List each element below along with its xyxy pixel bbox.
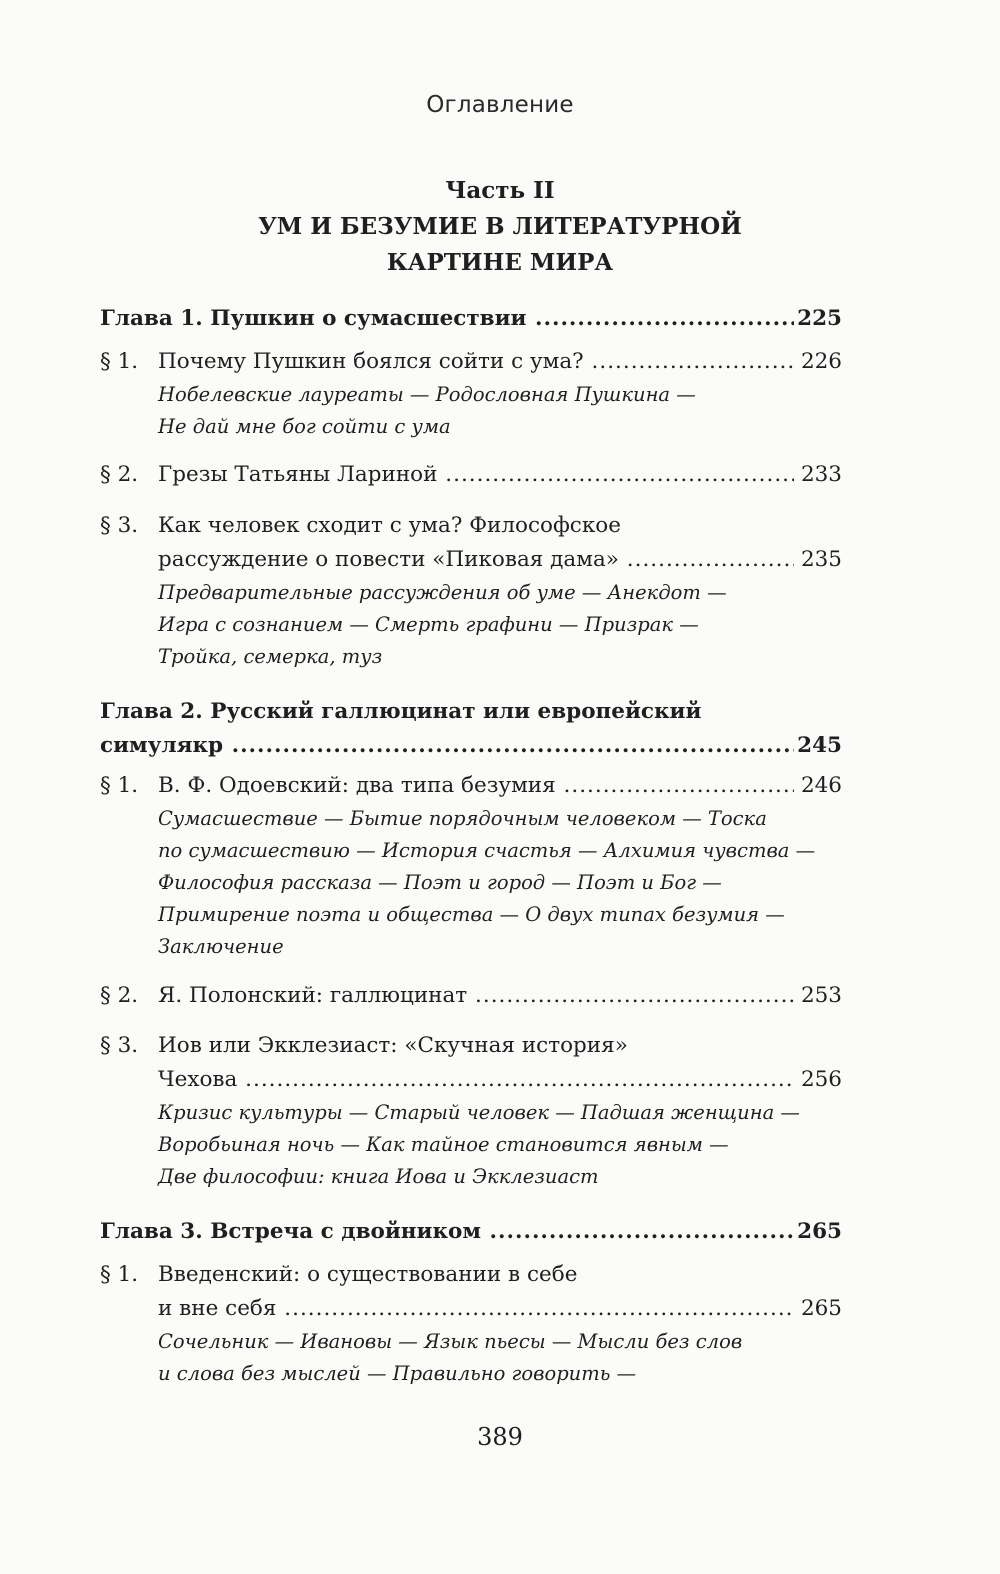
section-number: § 2. [100,983,139,1008]
chapter-1-title: Глава 1. Пушкин о сумасшествии [100,306,527,331]
table-of-contents [100,300,842,1390]
section-page: 235 [794,543,842,577]
chapter-3-section-1 [100,1258,842,1390]
chapter-2-section-2 [100,979,842,1013]
section-topics: Предварительные рассуждения об уме — Анекдот — Игра с сознанием — Смерть графини — Призрак — Тройка, семерка, туз [158,581,727,668]
section-title-line-2: и вне себя [158,1296,277,1321]
part-title-line-1: УМ И БЕЗУМИЕ В ЛИТЕРАТУРНОЙ [258,213,742,240]
part-heading [0,173,1000,281]
chapter-3-entry [100,1215,842,1249]
chapter-2-section-1 [100,769,842,963]
section-page: 253 [794,979,842,1013]
section-topics: Кризис культуры — Старый человек — Падшая женщина — Воробьиная ночь — Как тайное становится явным — Две философии: книга Иова и Экклезиаст [158,1101,800,1188]
section-page: 246 [794,769,842,803]
part-label: Часть II [445,177,555,204]
section-number: § 2. [100,462,139,487]
section-title: В. Ф. Одоевский: два типа безумия [158,773,556,798]
chapter-2-entry [100,695,842,763]
chapter-3-title: Глава 3. Встреча с двойником [100,1219,482,1244]
section-title-line-1: Иов или Экклезиаст: «Скучная история» [158,1033,628,1058]
section-number: § 3. [100,513,139,538]
section-page: 226 [794,345,842,379]
chapter-1-page: 225 [794,302,842,336]
section-topics: Сумасшествие — Бытие порядочным человеком — Тоска по сумасшествию — История счастья — Алхимия чувства — Философия рассказа — Поэт и город — Поэт и Бог — Примирение поэта и общества — О двух типах безумия — Заключение [158,807,816,958]
section-title: Грезы Татьяны Лариной [158,462,438,487]
section-title: Почему Пушкин боялся сойти с ума? [158,349,584,374]
section-topics: Нобелевские лауреаты — Родословная Пушкина — Не дай мне бог сойти с ума [158,383,696,438]
section-page: 256 [794,1063,842,1097]
chapter-1-section-1 [100,345,842,443]
page-number: 389 [477,1423,523,1451]
section-title: Я. Полонский: галлюцинат [158,983,468,1008]
chapter-2-title-line-1: Глава 2. Русский галлюцинат или европейский [100,699,702,724]
section-title-line-2: Чехова [158,1067,238,1092]
section-number: § 1. [100,1262,139,1287]
section-page: 265 [794,1292,842,1326]
section-page: 233 [794,458,842,492]
chapter-3-page: 265 [794,1215,842,1249]
section-title-line-1: Как человек сходит с ума? Философское [158,513,621,538]
running-head: Оглавление [426,92,574,118]
chapter-1-section-2 [100,458,842,492]
chapter-2-section-3 [100,1029,842,1193]
chapter-2-page: 245 [794,729,842,763]
section-title-line-2: рассуждение о повести «Пиковая дама» [158,547,619,572]
section-title-line-1: Введенский: о существовании в себе [158,1262,578,1287]
chapter-1-section-3 [100,509,842,673]
section-topics: Сочельник — Ивановы — Язык пьесы — Мысли без слов и слова без мыслей — Правильно говорить — [158,1330,743,1385]
chapter-2-title-line-2: симулякр [100,733,224,758]
chapter-1-entry [100,302,842,336]
section-number: § 3. [100,1033,139,1058]
section-number: § 1. [100,773,139,798]
section-number: § 1. [100,349,139,374]
part-title-line-2: КАРТИНЕ МИРА [386,249,614,276]
